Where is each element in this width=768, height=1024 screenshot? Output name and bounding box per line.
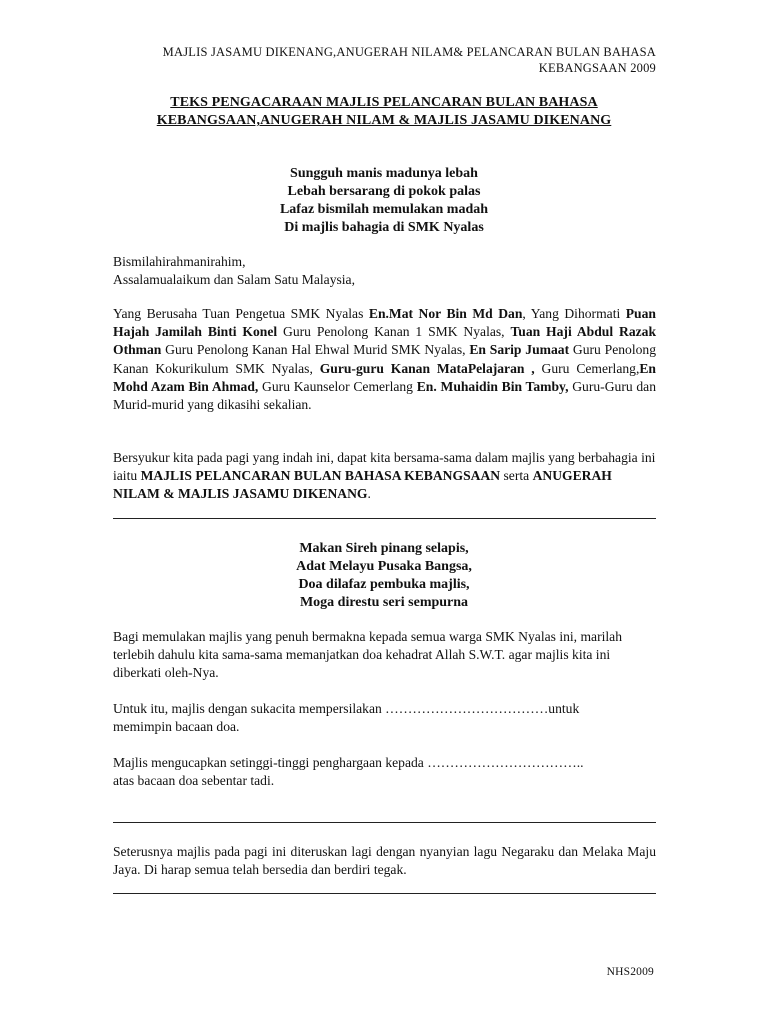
text-run: Guru Penolong Kanan Hal Ehwal Murid SMK Nyalas, bbox=[161, 342, 470, 358]
text-run: Bersyukur kita pada pagi yang indah ini, dapat kita bersama-sama dalam majlis yang berbahagia ini iaitu bbox=[113, 450, 656, 484]
anthem-paragraph: Seterusnya majlis pada pagi ini diteruskan lagi dengan nyanyian lagu Negaraku dan Melaka Maju Jaya. Di harap semua telah bersedia dan berdiri tegak. bbox=[113, 844, 656, 878]
header-line-1: MAJLIS JASAMU DIKENANG,ANUGERAH NILAM& PELANCARAN BULAN BAHASA bbox=[162, 45, 656, 59]
event-name: ANUGERAH NILAM & MAJLIS JASAMU DIKENANG bbox=[113, 468, 612, 502]
dignitary-name: Guru-guru Kanan MataPelajaran , bbox=[319, 360, 535, 376]
text-run: Guru Penolong Kanan 1 SMK Nyalas, bbox=[277, 324, 511, 340]
invitation-line: Untuk itu, majlis dengan sukacita mempersilakan ………………………………untuk bbox=[113, 701, 580, 716]
dignitary-name: Tuan Haji Abdul Razak Othman bbox=[113, 324, 657, 358]
prayer-pantun bbox=[112, 540, 656, 612]
dignitaries-paragraph bbox=[113, 305, 656, 414]
pantun-line: Doa dilafaz pembuka majlis, bbox=[298, 577, 470, 592]
dignitary-name: En.Mat Nor Bin Md Dan bbox=[368, 306, 523, 321]
dignitary-name: Puan Hajah Jamilah Binti Konel bbox=[113, 306, 656, 340]
pantun-line: Adat Melayu Pusaka Bangsa, bbox=[296, 559, 472, 574]
greeting bbox=[113, 253, 656, 289]
text-run: Guru Cemerlang, bbox=[534, 360, 640, 376]
section-divider bbox=[113, 822, 656, 823]
greeting-line: Assalamualaikum dan Salam Satu Malaysia, bbox=[113, 272, 355, 288]
dignitary-name: En. Muhaidin Bin Tamby, bbox=[416, 378, 569, 394]
invitation-line: memimpin bacaan doa. bbox=[113, 719, 240, 735]
running-header bbox=[96, 44, 656, 76]
text-run: serta bbox=[500, 468, 533, 484]
opening-paragraph bbox=[113, 449, 656, 504]
event-name: MAJLIS PELANCARAN BULAN BAHASA KEBANGSAAN bbox=[140, 468, 501, 484]
dignitary-name: En Sarip Jumaat bbox=[469, 342, 570, 358]
thanks-line: atas bacaan doa sebentar tadi. bbox=[113, 773, 275, 789]
title-line-1: TEKS PENGACARAAN MAJLIS PELANCARAN BULAN BAHASA bbox=[170, 95, 598, 110]
pantun-line: Sungguh manis madunya lebah bbox=[290, 166, 478, 181]
section-divider bbox=[113, 893, 656, 894]
text-run: , Yang Dihormati bbox=[522, 306, 626, 321]
section-divider bbox=[113, 518, 656, 519]
prayer-intro-paragraph: Bagi memulakan majlis yang penuh bermakna kepada semua warga SMK Nyalas ini, marilah terlebih dahulu kita sama-sama memanjatkan doa kehadrat Allah S.W.T. agar majlis kita ini diberkati oleh-Nya. bbox=[113, 629, 622, 681]
pantun-line: Lafaz bismilah memulakan madah bbox=[279, 202, 489, 217]
invitation-paragraph bbox=[113, 700, 656, 736]
dignitary-name: En Mohd Azam Bin Ahmad, bbox=[113, 360, 656, 394]
text-run: Yang Berusaha Tuan Pengetua SMK Nyalas bbox=[113, 306, 369, 321]
header-line-2: KEBANGSAAN 2009 bbox=[538, 61, 656, 75]
text-run: Guru Penolong Kanan Kokurikulum SMK Nyalas, bbox=[113, 342, 657, 376]
pantun-line: Moga direstu seri sempurna bbox=[299, 595, 469, 610]
greeting-line: Bismilahirahmanirahim, bbox=[113, 254, 246, 269]
thanks-line: Majlis mengucapkan setinggi-tinggi penghargaan kepada …………………………….. bbox=[113, 755, 584, 770]
page-footer: NHS2009 bbox=[606, 966, 654, 978]
text-run: Guru-Guru dan Murid-murid yang dikasihi sekalian. bbox=[113, 378, 657, 413]
pantun-line: Makan Sireh pinang selapis, bbox=[299, 541, 469, 556]
pantun-line: Lebah bersarang di pokok palas bbox=[287, 184, 481, 199]
document-title bbox=[112, 94, 656, 130]
text-run: Guru Kaunselor Cemerlang bbox=[258, 378, 417, 394]
title-line-2: KEBANGSAAN,ANUGERAH NILAM & MAJLIS JASAMU DIKENANG bbox=[156, 113, 612, 128]
pantun-line: Di majlis bahagia di SMK Nyalas bbox=[284, 220, 484, 235]
text-run: . bbox=[367, 486, 371, 502]
thanks-paragraph bbox=[113, 754, 656, 790]
opening-pantun bbox=[112, 165, 656, 237]
